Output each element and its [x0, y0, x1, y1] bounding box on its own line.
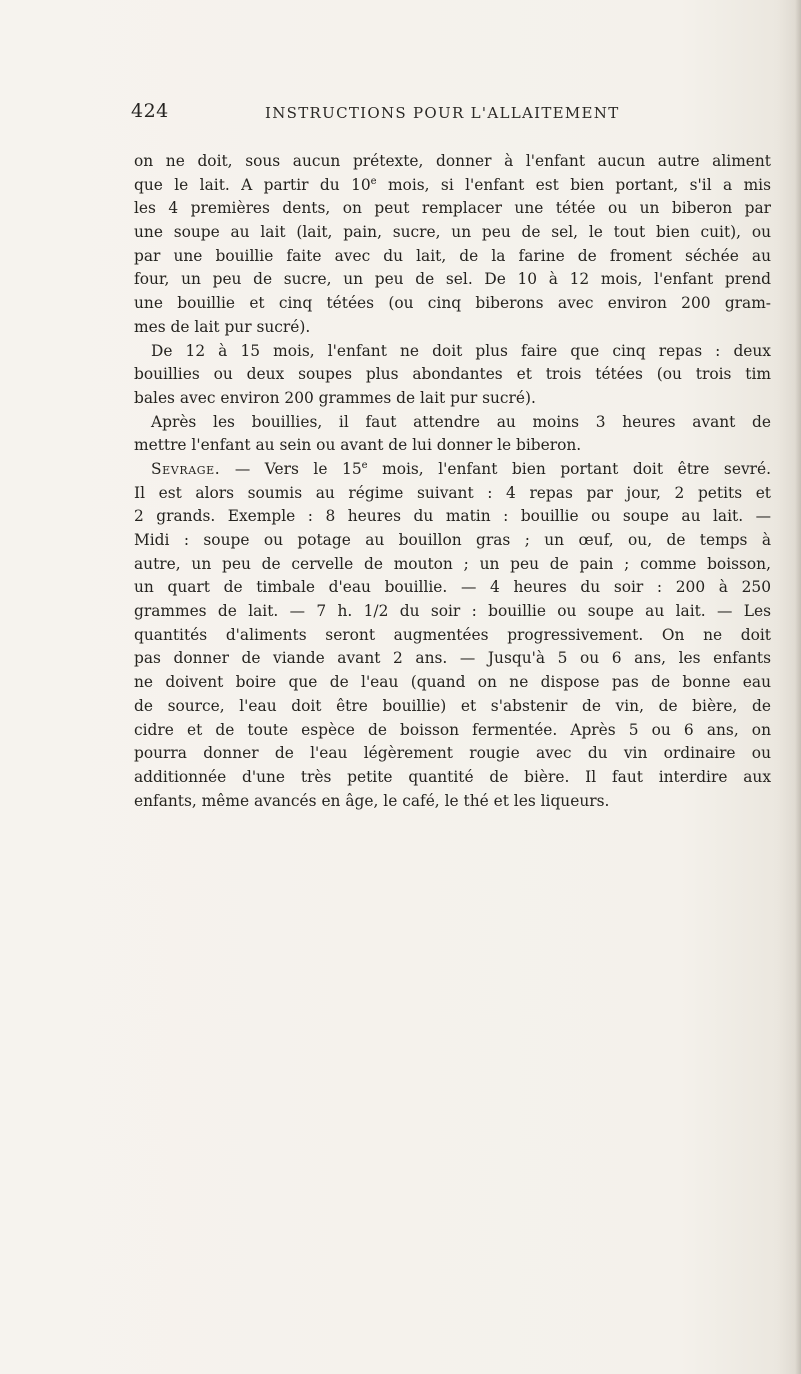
text-line: mes de lait pur sucré).: [134, 317, 311, 336]
running-head: INSTRUCTIONS POUR L'ALLAITEMENT: [265, 104, 620, 122]
text-line: les 4 premières dents, on peut remplacer une tétée ou un biberon par: [134, 199, 771, 218]
text-line: pourra donner de l'eau légèrement rougie avec du vin ordinaire ou: [134, 744, 771, 763]
text-line: Il est alors soumis au régime suivant : 4 repas par jour, 2 petits et: [134, 483, 771, 502]
text-line: une bouillie et cinq tétées (ou cinq biberons avec environ 200 gram-: [134, 294, 771, 313]
page-number: 424: [131, 100, 169, 122]
text-line: enfants, même avancés en âge, le café, le thé et les liqueurs.: [134, 791, 610, 810]
page-header: [0, 100, 801, 140]
text-line: [134, 458, 771, 482]
text-line: de source, l'eau doit être bouillie) et s'abstenir de vin, de bière, de: [134, 696, 771, 715]
text-line: bouillies ou deux soupes plus abondantes et trois tétées (ou trois tim: [134, 365, 771, 384]
superscript: e: [370, 175, 377, 187]
superscript: e: [361, 459, 368, 471]
text-line: on ne doit, sous aucun prétexte, donner à l'enfant aucun autre aliment: [134, 152, 771, 170]
text-line: four, un peu de sucre, un peu de sel. De 10 à 12 mois, l'enfant prend: [134, 270, 771, 289]
text-line: un quart de timbale d'eau bouillie. — 4 heures du soir : 200 à 250: [134, 578, 771, 597]
text-line: De 12 à 15 mois, l'enfant ne doit plus faire que cinq repas : deux: [151, 341, 771, 360]
text-line: additionnée d'une très petite quantité de bière. Il faut interdire aux: [134, 767, 771, 786]
text-line: une soupe au lait (lait, pain, sucre, un peu de sel, le tout bien cuit), ou: [134, 223, 771, 242]
text-line: Après les bouillies, il faut attendre au moins 3 heures avant de: [151, 412, 771, 431]
text-run: — Vers le 15: [220, 459, 362, 478]
text-line: mettre l'enfant au sein ou avant de lui donner le biberon.: [134, 436, 582, 455]
text-run: que le lait. A partir du 10: [134, 175, 371, 194]
body-text: [134, 150, 771, 813]
text-line: 2 grands. Exemple : 8 heures du matin : bouillie ou soupe au lait. —: [134, 507, 771, 526]
text-run: mois, l'enfant bien portant doit être sevré.: [367, 459, 771, 478]
text-line: quantités d'aliments seront augmentées progressivement. On ne doit: [134, 625, 771, 644]
text-line: pas donner de viande avant 2 ans. — Jusqu'à 5 ou 6 ans, les enfants: [134, 649, 771, 668]
text-line: bales avec environ 200 grammes de lait pur sucré).: [134, 388, 536, 407]
text-run: mois, si l'enfant est bien portant, s'il a mis: [376, 175, 771, 194]
text-line: [134, 174, 771, 198]
text-line: par une bouillie faite avec du lait, de la farine de froment séchée au: [134, 246, 771, 265]
text-line: cidre et de toute espèce de boisson fermentée. Après 5 ou 6 ans, on: [134, 720, 771, 739]
text-line: Midi : soupe ou potage au bouillon gras ; un œuf, ou, de temps à: [134, 531, 771, 549]
text-line: grammes de lait. — 7 h. 1/2 du soir : bouillie ou soupe au lait. — Les: [134, 602, 771, 621]
text-line: autre, un peu de cervelle de mouton ; un peu de pain ; comme boisson,: [134, 554, 771, 573]
page-edge-shadow: [795, 0, 801, 1374]
text-line: ne doivent boire que de l'eau (quand on ne dispose pas de bonne eau: [134, 673, 771, 692]
section-heading-sevrage: Sevrage.: [151, 459, 221, 478]
